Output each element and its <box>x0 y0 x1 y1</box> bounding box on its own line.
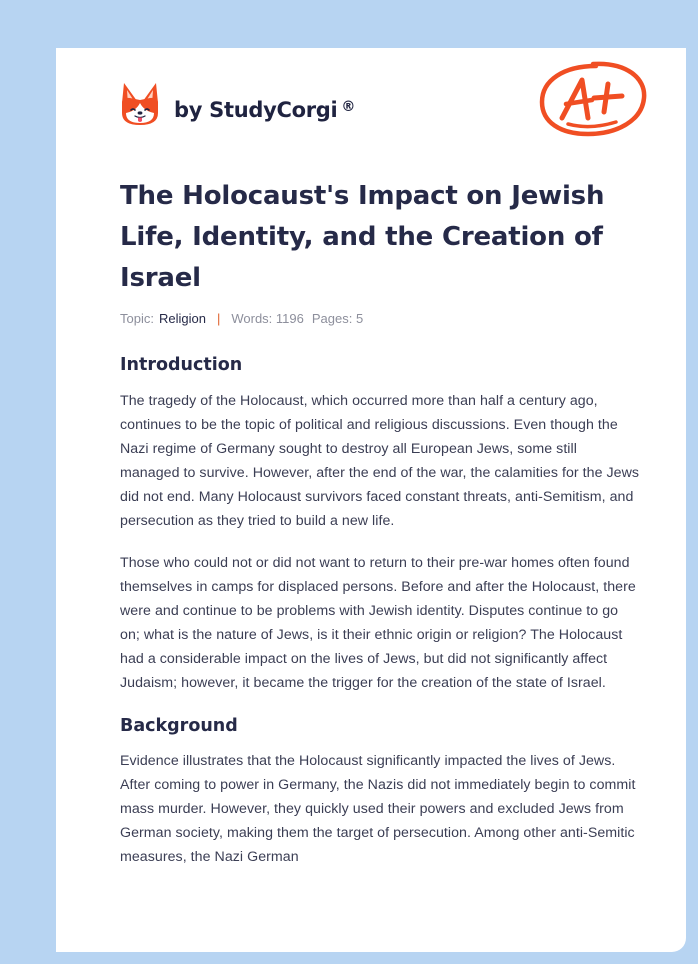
topic-label: Topic: <box>120 311 154 326</box>
topic-link[interactable]: Religion <box>158 311 206 326</box>
meta-separator: | <box>216 311 221 326</box>
brand-header <box>120 74 355 134</box>
paragraph: The tragedy of the Holocaust, which occurred more than half a century ago, continues to be the topic of political and religious discussions. Even though the Nazi regime of Germany sought to destroy all European Jews, some still managed to survive. However, after the end of the war, the calamities for the Jews did not end. Many Holocaust survivors faced constant threats, anti-Semitism, and persecution as they tried to build a new life. <box>120 393 640 529</box>
word-count: Words: 1196 <box>231 311 304 326</box>
document-card <box>56 48 686 952</box>
a-plus-grade-icon <box>538 60 648 140</box>
section-heading-introduction: Introduction <box>120 355 243 375</box>
corgi-logo-icon <box>120 81 160 127</box>
document-body <box>120 350 640 869</box>
page-count: Pages: 5 <box>311 311 364 326</box>
section-heading-background: Background <box>120 716 238 736</box>
registered-mark: ® <box>341 99 356 115</box>
brand-name <box>174 98 355 122</box>
paragraph: Those who could not or did not want to return to their pre-war homes often found themselves in camps for displaced persons. Before and after the Holocaust, there were and continue to be problems with Jewish identity. Disputes continue to go on; what is the nature of Jews, is it their ethnic origin or religion? The Holocaust had a considerable impact on the lives of Jews, but did not significantly affect Judaism; however, it became the trigger for the creation of the state of Israel. <box>120 555 636 691</box>
document-title: The Holocaust's Impact on Jewish Life, Identity, and the Creation of Israel <box>120 181 605 293</box>
document-meta <box>120 311 363 326</box>
paragraph: Evidence illustrates that the Holocaust significantly impacted the lives of Jews. After coming to power in Germany, the Nazis did not immediately begin to commit mass murder. However, they quickly used their powers and excluded Jews from German society, making them the target of persecution. Among other anti-Semitic measures, the Nazi German <box>120 753 636 865</box>
brand-name-text: by StudyCorgi <box>174 98 338 122</box>
